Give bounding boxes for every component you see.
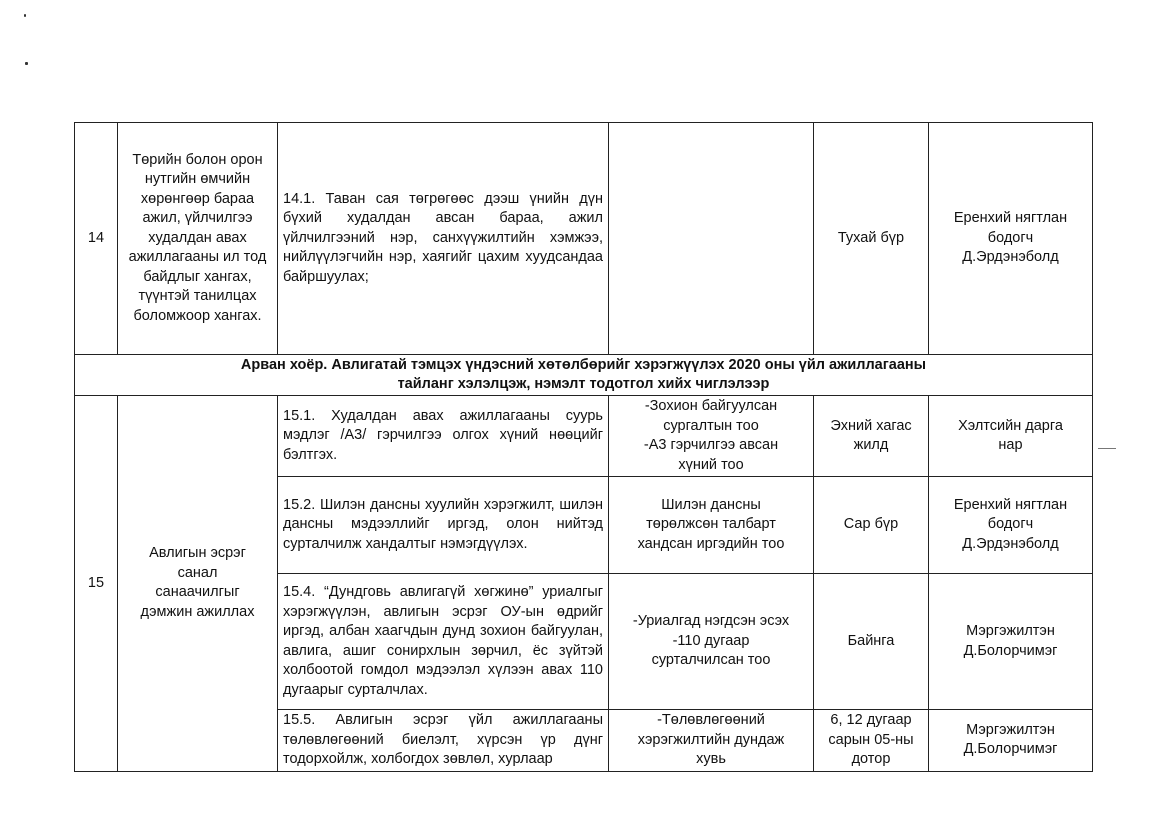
responsible-cell <box>929 123 1093 355</box>
action-cell: 15.4. “Дундговь авлигагүй хөгжинө” уриалгыг хэрэгжүүлэн, авлигын эсрэг ОУ-ын өдрийг иргэд, албан хаагчдын дунд зохион байгуулан, авлига, ашиг сонирхлын зөрчил, ёс зүйтэй холбоотой гомдол мэдээлэл хүлээн авах 110 дугаарыг сурталчлах. <box>278 574 609 710</box>
time-text: Сар бүр <box>843 516 899 533</box>
responsible-cell <box>929 574 1093 710</box>
time-text: Байнга <box>847 632 895 649</box>
indicator-text: -Зохион байгуулсан сургалтын тоо -А3 гэрчилгээ авсан хүний тоо <box>643 398 779 473</box>
indicator-text: -Уриалгад нэгдсэн эсэх -110 дугаар сурталчилсан тоо <box>632 613 790 669</box>
time-text: Эхний хагас жилд <box>830 417 912 453</box>
responsible-cell <box>929 396 1093 477</box>
scan-speck <box>25 62 28 65</box>
indicator-cell <box>609 123 814 355</box>
action-cell: 15.5. Авлигын эсрэг үйл ажиллагааны төлөвлөгөөний биелэлт, хүрсэн үр дүнг тодорхойлж, холбогдох зөвлөл, хурлаар <box>278 710 609 772</box>
section-heading <box>75 355 1093 396</box>
action-cell: 15.2. Шилэн дансны хуулийн хэрэгжилт, шилэн дансны мэдээллийг иргэд, олон нийтэд сурталчилж хандалтыг нэмэгдүүлэх. <box>278 477 609 574</box>
indicator-cell <box>609 477 814 574</box>
scan-edge-mark <box>1098 448 1116 449</box>
table-row <box>75 123 1093 355</box>
indicator-text: -Төлөвлөгөөний хэрэгжилтийн дундаж хувь <box>637 712 785 767</box>
plan-table <box>74 122 1093 772</box>
action-cell: 15.1. Худалдан авах ажиллагааны суурь мэдлэг /А3/ гэрчилгээ олгох хүний нөөцийг бэлтгэх. <box>278 396 609 477</box>
time-cell <box>814 477 929 574</box>
responsible-text: Хэлтсийн дарга нар <box>958 417 1063 453</box>
responsible-text: Еренхий нягтлан бодогч Д.Эрдэнэболд <box>953 496 1068 552</box>
responsible-cell <box>929 477 1093 574</box>
responsible-cell <box>929 710 1093 772</box>
section-heading-text: Арван хоёр. Авлигатай тэмцэх үндэсний хөтөлбөрийг хэрэгжүүлэх 2020 оны үйл ажиллагааны тайланг хэлэлцэж, нэмэлт тодотгол хийх чиглэлээр <box>240 357 927 392</box>
time-cell <box>814 574 929 710</box>
table-row <box>75 396 1093 477</box>
responsible-text: Мэргэжилтэн Д.Болорчимэг <box>963 721 1058 758</box>
responsible-text: Мэргэжилтэн Д.Болорчимэг <box>963 623 1058 659</box>
topic-cell <box>118 396 278 772</box>
indicator-text: Шилэн дансны төрөлжсөн талбарт хандсан иргэдийн тоо <box>637 496 785 552</box>
action-cell: 14.1. Таван сая төгрөгөөс дээш үнийн дүн бүхий худалдан авсан бараа, ажил үйлчилгээний нэр, санхүүжилтийн хэмжээ, нийлүүлэгчийн нэр, хаягийг цахим хуудсандаа байршуулах; <box>278 123 609 355</box>
time-cell <box>814 396 929 477</box>
time-cell: Тухай бүр <box>814 123 929 355</box>
responsible-text: Еренхий нягтлан бодогч Д.Эрдэнэболд <box>953 210 1068 266</box>
scan-speck <box>24 14 26 17</box>
indicator-cell <box>609 574 814 710</box>
topic-text: Авлигын эсрэг санал санаачилгыг дэмжин ажиллах <box>140 545 255 620</box>
section-heading-row <box>75 355 1093 396</box>
indicator-cell <box>609 396 814 477</box>
row-number: 14 <box>75 123 118 355</box>
time-cell <box>814 710 929 772</box>
topic-cell: Төрийн болон орон нутгийн өмчийн хөрөнгөөр бараа ажил, үйлчилгээ худалдан авах ажиллагааны ил тод байдлыг хангах, түүнтэй танилцах боломжоор хангах. <box>118 123 278 355</box>
indicator-cell <box>609 710 814 772</box>
time-text: 6, 12 дугаар сарын 05-ны дотор <box>828 712 914 767</box>
row-number: 15 <box>75 396 118 772</box>
